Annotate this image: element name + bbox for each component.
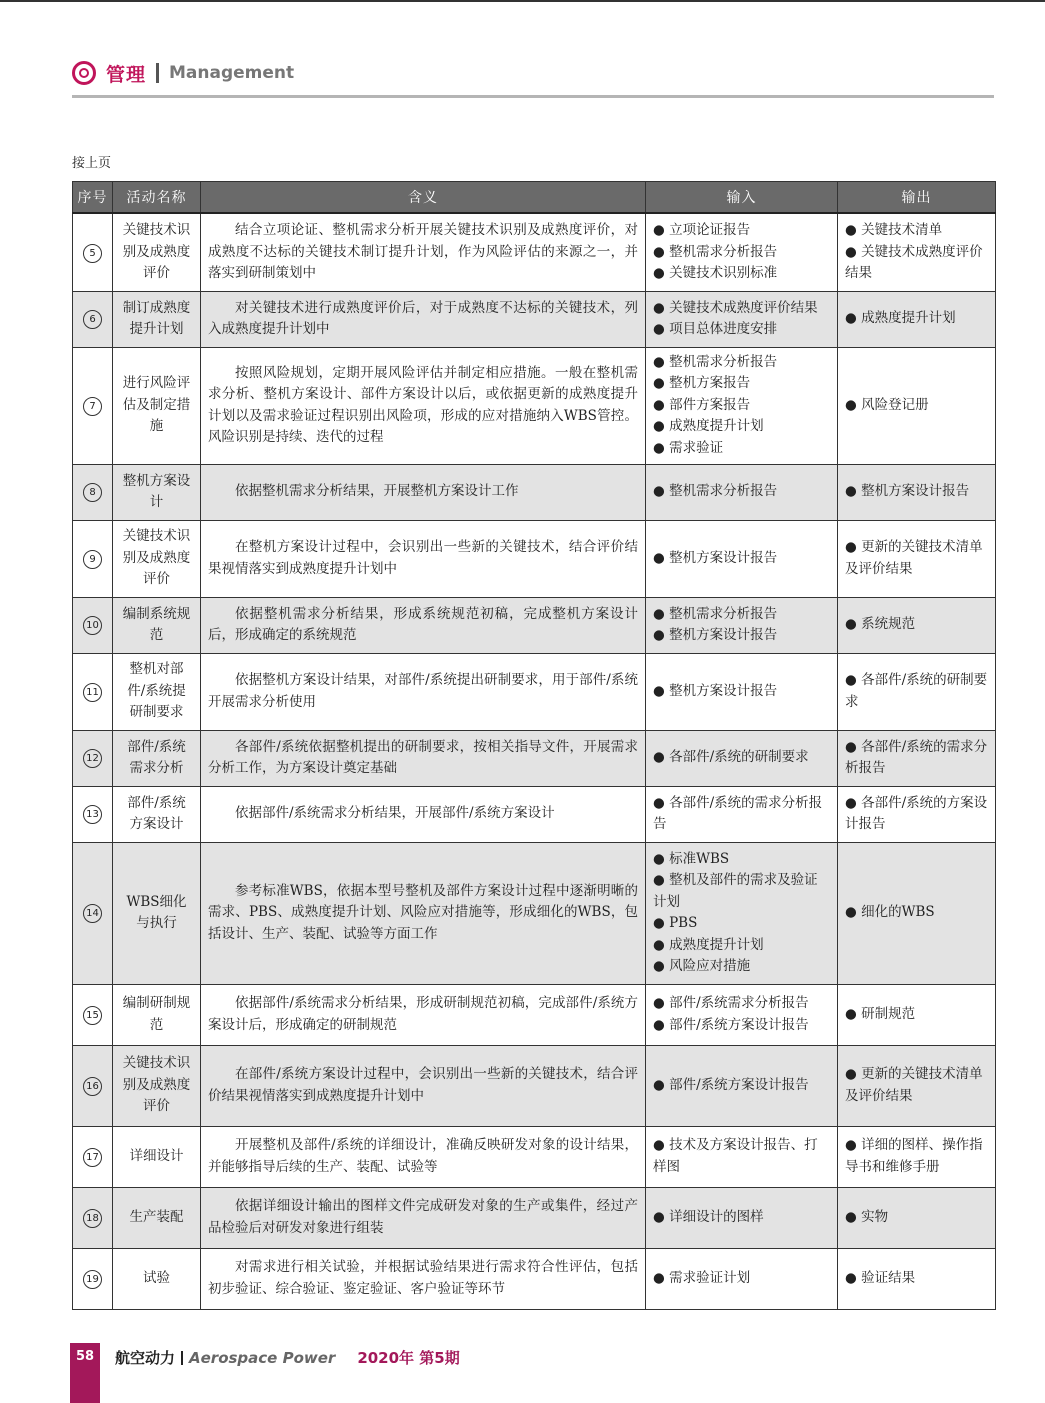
- meaning-cell: [201, 842, 646, 984]
- output-list: [845, 395, 988, 417]
- output-item: ● 系统规范: [845, 616, 916, 633]
- input-item: ● 关键技术识别标准: [653, 265, 778, 281]
- input-item: ● 整机方案设计报告: [653, 627, 778, 643]
- row-number: 14: [83, 904, 102, 923]
- input-list: [653, 352, 830, 460]
- activity-name-cell: 编制系统规范: [113, 597, 201, 653]
- output-item: ● 更新的关键技术清单及评价结果: [845, 539, 983, 577]
- output-cell: [838, 520, 996, 597]
- input-item: ● 整机需求分析报告: [653, 483, 778, 500]
- output-cell: [838, 347, 996, 464]
- journal-name-cn: 航空动力: [115, 1349, 176, 1367]
- row-number: 9: [83, 550, 102, 569]
- meaning-cell: [201, 1126, 646, 1187]
- meaning-text: 结合立项论证、整机需求分析开展关键技术识别及成熟度评价，对成熟度不达标的关键技术制订提升计划，作为风险评估的来源之一，并落实到研制策划中: [208, 222, 638, 281]
- journal-logo-icon: [72, 61, 96, 85]
- activity-name-cell: 详细设计: [113, 1126, 201, 1187]
- input-list: [653, 1135, 830, 1178]
- row-number: 7: [83, 397, 102, 416]
- table-row: [73, 1187, 996, 1248]
- output-cell: [838, 464, 996, 520]
- output-list: [845, 308, 988, 330]
- input-item: ● 整机需求分析报告: [653, 605, 778, 622]
- input-item: ● 各部件/系统的需求分析报告: [653, 794, 823, 832]
- row-number-cell: [73, 1045, 113, 1126]
- meaning-text: 依据整机需求分析结果，开展整机方案设计工作: [235, 483, 519, 500]
- activity-name-cell: 编制研制规范: [113, 984, 201, 1045]
- meaning-text: 依据详细设计输出的图样文件完成研发对象的生产或集件，经过产品检验后对研发对象进行组装: [208, 1198, 638, 1236]
- row-number: 11: [83, 683, 102, 702]
- table-row: [73, 984, 996, 1045]
- output-cell: [838, 1187, 996, 1248]
- meaning-text: 依据部件/系统需求分析结果，开展部件/系统方案设计: [235, 805, 555, 822]
- input-list: [653, 993, 830, 1036]
- row-number: 19: [83, 1270, 102, 1289]
- activity-name-cell: 整机方案设计: [113, 464, 201, 520]
- meaning-cell: [201, 653, 646, 730]
- output-cell: [838, 730, 996, 786]
- output-item: ● 各部件/系统的需求分析报告: [845, 738, 988, 776]
- activity-name-cell: 制订成熟度提升计划: [113, 291, 201, 347]
- input-item: ● 风险应对措施: [653, 958, 751, 974]
- row-number-cell: [73, 1187, 113, 1248]
- activity-name-cell: 部件/系统需求分析: [113, 730, 201, 786]
- activity-name-cell: 关键技术识别及成熟度评价: [113, 213, 201, 291]
- row-number-cell: [73, 464, 113, 520]
- table-header-row: [73, 182, 996, 214]
- output-item: ● 关键技术清单: [845, 222, 943, 238]
- input-item: ● 部件/系统方案设计报告: [653, 1016, 809, 1033]
- activity-name-cell: 关键技术识别及成熟度评价: [113, 1045, 201, 1126]
- output-list: [845, 737, 988, 780]
- input-list: [653, 1268, 830, 1290]
- output-list: [845, 793, 988, 836]
- output-item: ● 成熟度提升计划: [845, 310, 956, 327]
- output-item: ● 验证结果: [845, 1269, 916, 1286]
- row-number-cell: [73, 520, 113, 597]
- input-cell: [646, 347, 838, 464]
- meaning-text: 依据部件/系统需求分析结果，形成研制规范初稿，完成部件/系统方案设计后，形成确定的研制规范: [208, 995, 638, 1033]
- activity-name-cell: 整机对部件/系统提研制要求: [113, 653, 201, 730]
- output-list: [845, 1135, 988, 1178]
- output-item: ● 风险登记册: [845, 396, 929, 413]
- input-list: [653, 1207, 830, 1229]
- column-header-activity: 活动名称: [113, 182, 201, 214]
- output-list: [845, 481, 988, 503]
- meaning-text: 对需求进行相关试验，并根据试验结果进行需求符合性评估，包括初步验证、综合验证、鉴定验证、客户验证等环节: [208, 1259, 638, 1297]
- row-number-cell: [73, 213, 113, 291]
- output-cell: [838, 597, 996, 653]
- output-list: [845, 1207, 988, 1229]
- top-rule: [0, 0, 1045, 2]
- section-title-en: Management: [169, 63, 295, 83]
- output-item: ● 整机方案设计报告: [845, 483, 970, 500]
- table-body: [73, 213, 996, 1309]
- input-cell: [646, 842, 838, 984]
- row-number-cell: [73, 653, 113, 730]
- row-number-cell: [73, 730, 113, 786]
- output-item: ● 更新的关键技术清单及评价结果: [845, 1066, 983, 1104]
- input-item: ● 立项论证报告: [653, 222, 751, 238]
- output-list: [845, 1004, 988, 1026]
- activity-name-cell: 生产装配: [113, 1187, 201, 1248]
- row-number-cell: [73, 1126, 113, 1187]
- output-item: ● 各部件/系统的研制要求: [845, 672, 988, 710]
- input-item: ● 部件方案报告: [653, 396, 751, 413]
- input-item: ● 整机方案设计报告: [653, 682, 778, 699]
- output-cell: [838, 1248, 996, 1309]
- input-cell: [646, 1187, 838, 1248]
- activity-name-cell: 部件/系统方案设计: [113, 786, 201, 842]
- input-item: ● 各部件/系统的研制要求: [653, 749, 809, 766]
- row-number: 15: [83, 1006, 102, 1025]
- input-cell: [646, 597, 838, 653]
- table-row: [73, 213, 996, 291]
- input-cell: [646, 730, 838, 786]
- input-item: ● PBS: [653, 915, 698, 931]
- meaning-cell: [201, 984, 646, 1045]
- row-number-cell: [73, 842, 113, 984]
- meaning-cell: [201, 520, 646, 597]
- column-header-meaning: 含义: [201, 182, 646, 214]
- input-list: [653, 681, 830, 703]
- output-cell: [838, 1126, 996, 1187]
- footer-journal: [115, 1347, 460, 1368]
- input-cell: [646, 291, 838, 347]
- row-number: 6: [83, 310, 102, 329]
- input-item: ● 详细设计的图样: [653, 1208, 764, 1225]
- row-number: 16: [83, 1077, 102, 1096]
- row-number: 12: [83, 749, 102, 768]
- input-cell: [646, 984, 838, 1045]
- row-number: 13: [83, 805, 102, 824]
- output-list: [845, 537, 988, 580]
- input-cell: [646, 213, 838, 291]
- table-row: [73, 1126, 996, 1187]
- input-cell: [646, 464, 838, 520]
- meaning-cell: [201, 730, 646, 786]
- output-list: [845, 1268, 988, 1290]
- column-header-input: 输入: [646, 182, 838, 214]
- header-rule: [72, 95, 994, 98]
- input-cell: [646, 786, 838, 842]
- output-cell: [838, 786, 996, 842]
- output-item: ● 细化的WBS: [845, 904, 935, 921]
- output-item: ● 关键技术成熟度评价结果: [845, 243, 983, 281]
- activity-name-cell: 关键技术识别及成熟度评价: [113, 520, 201, 597]
- output-list: [845, 1064, 988, 1107]
- output-item: ● 详细的图样、操作指导书和维修手册: [845, 1137, 983, 1175]
- input-cell: [646, 1045, 838, 1126]
- meaning-cell: [201, 291, 646, 347]
- input-item: ● 成熟度提升计划: [653, 936, 764, 953]
- table-row: [73, 464, 996, 520]
- output-cell: [838, 213, 996, 291]
- input-item: ● 技术及方案设计报告、打样图: [653, 1137, 818, 1175]
- meaning-text: 依据整机方案设计结果，对部件/系统提出研制要求，用于部件/系统开展需求分析使用: [208, 672, 638, 710]
- page-number: 58: [75, 1349, 95, 1364]
- meaning-text: 在部件/系统方案设计过程中，会识别出一些新的关键技术，结合评价结果视情落实到成熟度提升计划中: [208, 1066, 638, 1104]
- continued-label: 接上页: [72, 156, 112, 171]
- output-list: [845, 614, 988, 636]
- output-cell: [838, 1045, 996, 1126]
- column-header-output: 输出: [838, 182, 996, 214]
- meaning-text: 参考标准WBS，依据本型号整机及部件方案设计过程中逐渐明晰的需求、PBS、成熟度提升计划、风险应对措施等，形成细化的WBS，包括设计、生产、装配、试验等方面工作: [208, 882, 638, 942]
- table-row: [73, 347, 996, 464]
- input-item: ● 成熟度提升计划: [653, 418, 764, 435]
- meaning-cell: [201, 786, 646, 842]
- input-cell: [646, 1126, 838, 1187]
- meaning-cell: [201, 1248, 646, 1309]
- table-row: [73, 786, 996, 842]
- input-item: ● 标准WBS: [653, 850, 730, 867]
- input-list: [653, 220, 830, 285]
- meaning-text: 按照风险规划，定期开展风险评估并制定相应措施。一般在整机需求分析、整机方案设计、部件方案设计以后，或依据更新的成熟度提升计划以及需求验证过程识别出风险项，形成的应对措施纳入WBS管控。风险识别是持续、迭代的过程: [208, 364, 638, 445]
- meaning-cell: [201, 1045, 646, 1126]
- meaning-cell: [201, 464, 646, 520]
- input-item: ● 整机方案设计报告: [653, 549, 778, 566]
- row-number-cell: [73, 291, 113, 347]
- table-row: [73, 1248, 996, 1309]
- meaning-cell: [201, 1187, 646, 1248]
- output-item: ● 各部件/系统的方案设计报告: [845, 794, 988, 832]
- output-cell: [838, 842, 996, 984]
- journal-name-en: Aerospace Power: [189, 1348, 336, 1367]
- output-cell: [838, 653, 996, 730]
- table-row: [73, 597, 996, 653]
- row-number: 10: [83, 616, 102, 635]
- output-list: [845, 220, 988, 285]
- input-item: ● 项目总体进度安排: [653, 321, 778, 337]
- input-item: ● 关键技术成熟度评价结果: [653, 299, 818, 316]
- input-item: ● 整机及部件的需求及验证计划: [653, 872, 818, 910]
- header-divider: [156, 63, 159, 83]
- column-header-number: 序号: [73, 182, 113, 214]
- row-number-cell: [73, 984, 113, 1045]
- activity-name-cell: WBS细化与执行: [113, 842, 201, 984]
- issue-label: 2020年 第5期: [357, 1349, 460, 1367]
- input-list: [653, 849, 830, 978]
- input-list: [653, 604, 830, 647]
- table-row: [73, 730, 996, 786]
- input-item: ● 部件/系统方案设计报告: [653, 1076, 809, 1093]
- input-list: [653, 747, 830, 769]
- input-list: [653, 298, 830, 341]
- meaning-text: 各部件/系统依据整机提出的研制要求，按相关指导文件，开展需求分析工作，为方案设计奠定基础: [208, 738, 638, 776]
- table-row: [73, 842, 996, 984]
- row-number: 17: [83, 1148, 102, 1167]
- output-list: [845, 670, 988, 713]
- input-list: [653, 793, 830, 836]
- input-list: [653, 1075, 830, 1097]
- row-number: 5: [83, 244, 102, 263]
- table-row: [73, 520, 996, 597]
- output-item: ● 实物: [845, 1208, 889, 1225]
- output-cell: [838, 291, 996, 347]
- input-item: ● 需求验证计划: [653, 1269, 751, 1286]
- input-item: ● 整机需求分析报告: [653, 353, 778, 370]
- table-row: [73, 1045, 996, 1126]
- output-item: ● 研制规范: [845, 1005, 916, 1022]
- output-cell: [838, 984, 996, 1045]
- table-row: [73, 291, 996, 347]
- section-title-cn: 管理: [106, 63, 147, 86]
- input-list: [653, 548, 830, 570]
- meaning-text: 对关键技术进行成熟度评价后，对于成熟度不达标的关键技术，列入成熟度提升计划中: [208, 299, 638, 337]
- row-number-cell: [73, 347, 113, 464]
- meaning-cell: [201, 597, 646, 653]
- input-cell: [646, 520, 838, 597]
- activity-table: [72, 181, 996, 1310]
- input-list: [653, 481, 830, 503]
- table-row: [73, 653, 996, 730]
- input-cell: [646, 1248, 838, 1309]
- meaning-text: 开展整机及部件/系统的详细设计，准确反映研发对象的设计结果，并能够指导后续的生产、装配、试验等: [208, 1137, 638, 1175]
- row-number-cell: [73, 597, 113, 653]
- input-item: ● 整机方案报告: [653, 375, 751, 392]
- input-item: ● 部件/系统需求分析报告: [653, 995, 809, 1011]
- input-cell: [646, 653, 838, 730]
- row-number: 8: [83, 483, 102, 502]
- row-number-cell: [73, 1248, 113, 1309]
- meaning-text: 在整机方案设计过程中，会识别出一些新的关键技术，结合评价结果视情落实到成熟度提升计划中: [208, 539, 638, 577]
- input-item: ● 整机需求分析报告: [653, 243, 778, 260]
- activity-name-cell: 进行风险评估及制定措施: [113, 347, 201, 464]
- input-item: ● 需求验证: [653, 439, 724, 456]
- meaning-cell: [201, 347, 646, 464]
- row-number-cell: [73, 786, 113, 842]
- footer-divider: [181, 1351, 183, 1365]
- output-list: [845, 902, 988, 924]
- meaning-cell: [201, 213, 646, 291]
- activity-name-cell: 试验: [113, 1248, 201, 1309]
- row-number: 18: [83, 1209, 102, 1228]
- meaning-text: 依据整机需求分析结果，形成系统规范初稿，完成整机方案设计后，形成确定的系统规范: [208, 605, 638, 643]
- section-header: [72, 58, 294, 88]
